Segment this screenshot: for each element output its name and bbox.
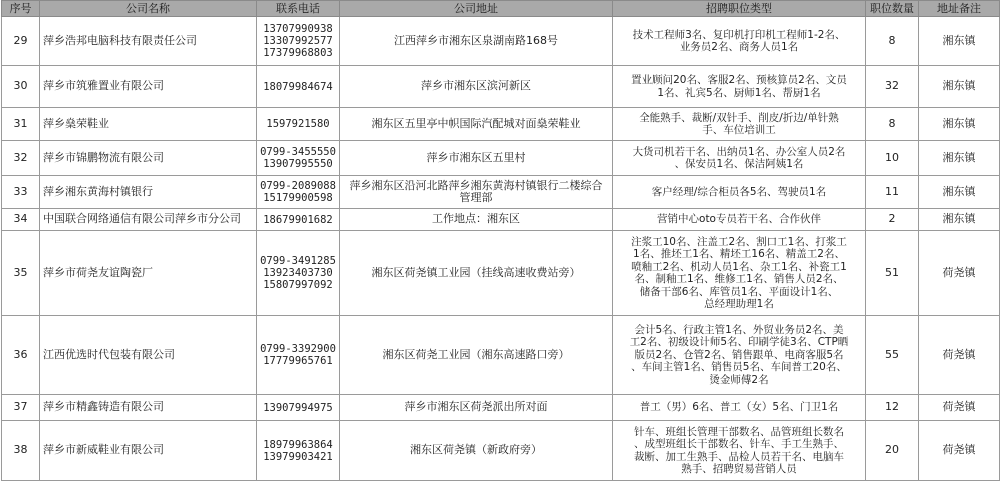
- cell-address: 萍乡湘东区沿河北路萍乡湘东黄海村镇银行二楼综合 管理部: [340, 176, 613, 209]
- header-company: 公司名称: [40, 1, 257, 17]
- cell-company: 萍乡市荷尧友谊陶瓷厂: [40, 231, 257, 316]
- header-no: 序号: [2, 1, 40, 17]
- cell-address: 湘东区荷尧镇（新政府旁）: [340, 421, 613, 481]
- cell-count: 8: [866, 108, 919, 141]
- header-phone: 联系电话: [257, 1, 340, 17]
- cell-count: 55: [866, 316, 919, 395]
- cell-count: 2: [866, 209, 919, 231]
- cell-company: 中国联合网络通信有限公司萍乡市分公司: [40, 209, 257, 231]
- cell-no: 36: [2, 316, 40, 395]
- cell-address: 湘东区荷尧镇工业园（挂线高速收费站旁）: [340, 231, 613, 316]
- cell-jobs: 置业顾问20名、客服2名、预核算员2名、文员 1名、礼宾5名、厨师1名、帮厨1名: [613, 66, 866, 108]
- cell-company: 江西优选时代包装有限公司: [40, 316, 257, 395]
- cell-no: 30: [2, 66, 40, 108]
- table-row: [2, 176, 1000, 209]
- table-row: [2, 395, 1000, 421]
- cell-note: 荷尧镇: [919, 421, 1000, 481]
- cell-phone: 0799-2089088 15179900598: [257, 176, 340, 209]
- cell-no: 33: [2, 176, 40, 209]
- recruitment-table: [1, 0, 1000, 481]
- cell-count: 12: [866, 395, 919, 421]
- header-address: 公司地址: [340, 1, 613, 17]
- table-row: [2, 141, 1000, 176]
- cell-count: 8: [866, 17, 919, 66]
- cell-note: 湘东镇: [919, 141, 1000, 176]
- header-count: 职位数量: [866, 1, 919, 17]
- cell-note: 湘东镇: [919, 209, 1000, 231]
- cell-note: 湘东镇: [919, 176, 1000, 209]
- header-jobs: 招聘职位类型: [613, 1, 866, 17]
- cell-address: 江西萍乡市湘东区泉湖南路168号: [340, 17, 613, 66]
- cell-count: 10: [866, 141, 919, 176]
- cell-note: 湘东镇: [919, 17, 1000, 66]
- cell-company: 萍乡市筑雅置业有限公司: [40, 66, 257, 108]
- cell-note: 荷尧镇: [919, 316, 1000, 395]
- cell-note: 湘东镇: [919, 108, 1000, 141]
- cell-count: 32: [866, 66, 919, 108]
- cell-phone: 13907994975: [257, 395, 340, 421]
- cell-phone: 13707990938 13307992577 17379968803: [257, 17, 340, 66]
- cell-no: 38: [2, 421, 40, 481]
- cell-jobs: 客户经理/综合柜员各5名、驾驶员1名: [613, 176, 866, 209]
- table-row: [2, 316, 1000, 395]
- table-row: [2, 209, 1000, 231]
- cell-company: 萍乡市新威鞋业有限公司: [40, 421, 257, 481]
- cell-jobs: 技术工程师3名、复印机打印机工程师1-2名、 业务员2名、商务人员1名: [613, 17, 866, 66]
- cell-company: 萍乡湘东黄海村镇银行: [40, 176, 257, 209]
- cell-no: 31: [2, 108, 40, 141]
- cell-phone: 0799-3491285 13923403730 15807997092: [257, 231, 340, 316]
- cell-jobs: 营销中心oto专员若干名、合作伙伴: [613, 209, 866, 231]
- cell-phone: 18979963864 13979903421: [257, 421, 340, 481]
- cell-no: 35: [2, 231, 40, 316]
- cell-phone: 0799-3392900 17779965761: [257, 316, 340, 395]
- cell-count: 11: [866, 176, 919, 209]
- cell-address: 萍乡市湘东区荷尧派出所对面: [340, 395, 613, 421]
- cell-address: 湘东区荷尧工业园（湘东高速路口旁）: [340, 316, 613, 395]
- header-note: 地址备注: [919, 1, 1000, 17]
- cell-no: 29: [2, 17, 40, 66]
- table-row: [2, 17, 1000, 66]
- cell-phone: 18079984674: [257, 66, 340, 108]
- cell-company: 萍乡浩邦电脑科技有限责任公司: [40, 17, 257, 66]
- cell-jobs: 针车、班组长管理干部数名、品管班组长数名 、成型班组长干部数名、针车、手工生熟手、 裁断、加工生熟手、品检人员若干名、电脑车 熟手、招聘贸易营销人员: [613, 421, 866, 481]
- cell-company: 萍乡燊荣鞋业: [40, 108, 257, 141]
- cell-jobs: 普工（男）6名、普工（女）5名、门卫1名: [613, 395, 866, 421]
- cell-phone: 1597921580: [257, 108, 340, 141]
- cell-jobs: 注浆工10名、注盖工2名、割口工1名、打浆工 1名、推坯工1名、精坯工16名、精盖工2名、 喷釉工2名、机动人员1名、杂工1名、补瓷工1 名、制釉工1名、维修工1名、销售人员2名、 储备干部6名、库管员1名、平面设计1名、 总经理助理1名: [613, 231, 866, 316]
- table-row: [2, 421, 1000, 481]
- cell-count: 51: [866, 231, 919, 316]
- cell-address: 工作地点：湘东区: [340, 209, 613, 231]
- cell-jobs: 大货司机若干名、出纳员1名、办公室人员2名 、保安员1名、保洁阿姨1名: [613, 141, 866, 176]
- cell-jobs: 全能熟手、裁断/双针手、削皮/折边/单针熟 手、车位培训工: [613, 108, 866, 141]
- cell-jobs: 会计5名、行政主管1名、外贸业务员2名、美 工2名、初级设计师5名、印刷学徒3名、CTP晒 版员2名、仓管2名、销售跟单、电商客服5名 、车间主管1名、销售员5名、车间普工20名、 烫金师傅2名: [613, 316, 866, 395]
- cell-no: 34: [2, 209, 40, 231]
- cell-note: 荷尧镇: [919, 395, 1000, 421]
- cell-count: 20: [866, 421, 919, 481]
- cell-address: 湘东区五里亭中帜国际汽配城对面燊荣鞋业: [340, 108, 613, 141]
- cell-no: 32: [2, 141, 40, 176]
- cell-phone: 18679901682: [257, 209, 340, 231]
- cell-address: 萍乡市湘东区五里村: [340, 141, 613, 176]
- cell-phone: 0799-3455550 13907995550: [257, 141, 340, 176]
- header-row: [2, 1, 1000, 17]
- table-row: [2, 231, 1000, 316]
- cell-note: 荷尧镇: [919, 231, 1000, 316]
- cell-company: 萍乡市锦鹏物流有限公司: [40, 141, 257, 176]
- cell-note: 湘东镇: [919, 66, 1000, 108]
- table-row: [2, 66, 1000, 108]
- table-row: [2, 108, 1000, 141]
- cell-address: 萍乡市湘东区滨河新区: [340, 66, 613, 108]
- cell-no: 37: [2, 395, 40, 421]
- cell-company: 萍乡市精鑫铸造有限公司: [40, 395, 257, 421]
